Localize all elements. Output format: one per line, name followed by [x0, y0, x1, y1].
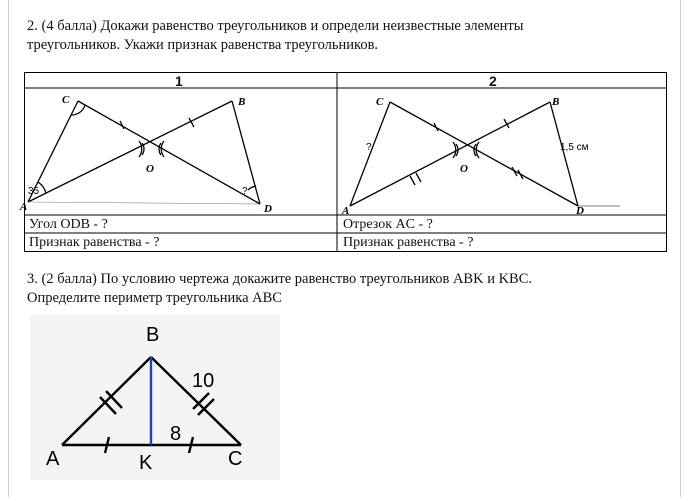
angle-a-arc	[38, 182, 46, 193]
tick-ao-1	[410, 176, 415, 185]
faint-base	[28, 202, 260, 204]
task2-text-line2: треугольников. Укажи признак равенства треугольников.	[27, 37, 379, 53]
label-k: K	[139, 452, 153, 474]
angle-a-value: 35	[28, 186, 40, 197]
side-bd-value: 1,5 см	[560, 142, 589, 153]
figure2-bowtie-triangles	[338, 88, 658, 218]
segment-cd	[78, 101, 260, 204]
tick-ao-2	[416, 173, 421, 182]
label-o: O	[460, 163, 468, 175]
label-a: A	[46, 448, 60, 470]
figure3-triangle-abc	[30, 315, 280, 480]
page-margin-left	[8, 0, 9, 497]
side-ac-value: ?	[366, 142, 372, 153]
figure1-bowtie-triangles	[20, 88, 334, 218]
question-segment-ac: Отрезок AC - ?	[343, 217, 433, 232]
side-bc-value: 10	[192, 370, 215, 392]
column-header-2: 2	[489, 73, 497, 89]
task2-text-line1: 2. (4 балла) Докажи равенство треугольников и определи неизвестные элементы	[27, 18, 524, 34]
segment-bd	[550, 102, 578, 206]
label-b: B	[146, 324, 160, 346]
task3-text-line1: 3. (2 балла) По условию чертежа докажите равенство треугольников ABK и KBC.	[27, 271, 533, 287]
label-o: O	[146, 163, 154, 175]
segment-cd	[390, 102, 578, 206]
angle-o-arc-left-2	[453, 142, 456, 158]
label-c: C	[228, 448, 243, 470]
label-d: D	[264, 203, 272, 215]
label-a: A	[342, 205, 350, 217]
task3-text-line2: Определите периметр треугольника ABC	[27, 290, 282, 306]
question-angle-odb: Угол ODB - ?	[29, 217, 108, 232]
angle-d-value: ?	[242, 186, 248, 197]
label-b: B	[552, 96, 560, 108]
question-criterion-2: Признак равенства - ?	[343, 235, 474, 250]
label-c: C	[62, 94, 70, 106]
angle-o-arc-left-2	[139, 141, 142, 157]
label-b: B	[238, 96, 246, 108]
segment-ab	[28, 101, 232, 202]
column-header-1: 1	[175, 73, 183, 89]
label-d: D	[576, 205, 584, 217]
label-a: A	[20, 201, 28, 213]
segment-ab	[350, 102, 550, 206]
segment-ac	[350, 102, 390, 206]
question-criterion-1: Признак равенства - ?	[29, 235, 160, 250]
side-bk-value: 8	[170, 423, 182, 445]
page-margin-right	[680, 0, 681, 497]
label-c: C	[376, 96, 384, 108]
angle-d-arc	[248, 186, 256, 190]
